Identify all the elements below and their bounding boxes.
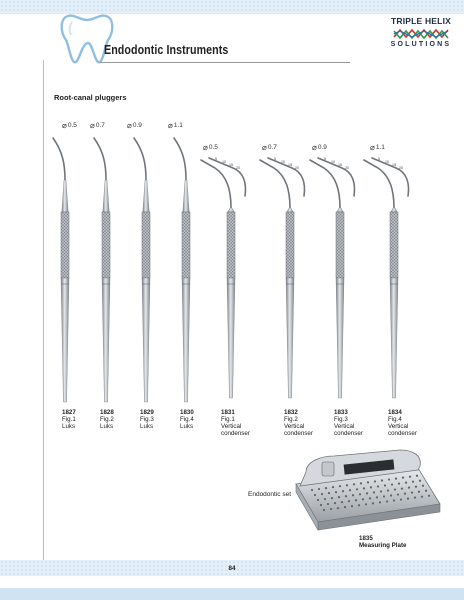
tray-hole [351,505,353,507]
tray-hole [367,481,369,483]
diameter-symbol: ⌀ [370,143,375,152]
instrument-neck [183,180,189,212]
diameter-symbol: ⌀ [262,143,267,152]
tray-hole [341,501,343,503]
graduation-mark: 10 [281,160,285,164]
tray-hole [386,500,388,502]
graduation-mark: 15 [338,163,342,167]
tray-hole [359,493,361,495]
diameter-symbol: ⌀ [62,121,67,130]
tray-hole [334,502,336,504]
figure-number: Fig.4 [388,416,402,423]
instrument-description: Luks [180,423,194,430]
size-label [62,121,77,130]
condenser-profile [268,158,305,196]
tray-hole [402,477,404,479]
tray-hole [404,493,406,495]
instrument-shaft [336,278,344,398]
knurled-handle [286,212,294,278]
tray-hole [416,475,418,477]
tray-hole [391,483,393,485]
tray-hole [366,492,368,494]
tray-hole [356,488,358,490]
instrument-1831 [201,157,246,398]
condenser-profile [318,158,355,196]
instrument-neck [337,208,343,212]
measuring-plate-label [359,535,406,549]
catalog-number: 1833 [334,409,348,416]
tray-hole [365,503,367,505]
graduation-mark: 20 [399,166,403,170]
catalog-number: 1830 [180,409,194,416]
size-value: 0.9 [317,144,327,151]
tray-hole [412,481,414,483]
instrument-label-1834 [388,409,417,437]
section-title: Root-canal pluggers [54,93,127,102]
tray-hole [348,500,350,502]
tray-hole [408,487,410,489]
tray-hole [314,494,316,496]
instrument-description: Luks [140,423,154,430]
diameter-symbol: ⌀ [312,143,317,152]
graduation-mark: 10 [331,160,335,164]
graduation-mark: 15 [288,163,292,167]
condenser-tip [364,160,394,208]
catalog-number: 1832 [284,409,298,416]
instrument-1828 [94,138,110,402]
tray-hole [349,489,351,491]
catalog-number: 1834 [388,409,402,416]
instrument-neck [103,180,109,212]
tray-hole [398,483,400,485]
size-value: 0.7 [95,122,105,129]
plugger-tip [53,138,65,180]
tray-hole [428,495,430,497]
instrument-description: Vertical [388,423,409,430]
tray-hole [330,508,332,510]
size-value: 0.7 [267,144,277,151]
tray-hole [339,485,341,487]
instrument-label-1828 [100,409,114,430]
graduation-mark: 5 [215,157,217,161]
instrument-neck [391,208,397,212]
diameter-symbol: ⌀ [203,143,208,152]
instrument-label-1832 [284,409,313,437]
instrument-neck [62,180,68,212]
tray-hole [419,480,421,482]
size-label [262,143,277,152]
figure-number: Fig.3 [140,416,154,423]
tray-hole [425,490,427,492]
graduation-mark: 5 [324,157,326,161]
instrument-1827 [53,138,69,402]
knurled-handle [142,212,150,278]
tray-hole [327,503,329,505]
instrument-label-1829 [140,409,154,430]
instrument-shaft [102,278,110,402]
tray-hole [421,496,423,498]
condenser-profile [372,158,409,196]
figure-number: Fig.2 [284,416,298,423]
tray-hole [372,502,374,504]
tray-hole [325,487,327,489]
tray-hole [317,499,319,501]
plugger-tip [94,138,106,180]
tray-hole [360,482,362,484]
tray-hole [369,497,371,499]
tray-hole [328,492,330,494]
tray-hole [335,491,337,493]
tray-hole [362,498,364,500]
tray-hole [346,484,348,486]
tray-hole [352,494,354,496]
tray-hole [418,491,420,493]
instrument-label-1831 [221,409,250,437]
tray-hole [400,498,402,500]
size-label [90,121,105,130]
instrument-1829 [134,138,150,402]
instrument-1830 [174,138,190,402]
catalog-number: 1828 [100,409,114,416]
graduation-mark: 10 [385,160,389,164]
instrument-neck [287,208,293,212]
measuring-plate-code: 1835 [359,535,373,542]
instrument-shaft [286,278,294,398]
endodontic-set-label: Endodontic set [248,491,292,498]
condenser-tip [201,160,231,208]
size-label [203,143,218,152]
tray-hole [374,480,376,482]
tray-hole [394,488,396,490]
tray-hole [384,484,386,486]
condenser-profile [209,158,246,196]
plugger-tip [134,138,146,180]
size-label [370,143,385,152]
brand-name-top: TRIPLE HELIX [390,16,452,26]
tray-hole [332,486,334,488]
tray-hole [380,490,382,492]
instrument-1832 [260,157,305,398]
graduation-mark: 5 [274,157,276,161]
size-value: 0.9 [132,122,142,129]
instrument-description: condenser [284,430,313,437]
catalog-number: 1829 [140,409,154,416]
instrument-description: Luks [100,423,114,430]
tray-hole [401,488,403,490]
tray-hole [321,493,323,495]
graduation-mark: 20 [236,166,240,170]
tray-hole [407,498,409,500]
instrument-description: condenser [334,430,363,437]
graduation-mark: 5 [378,157,380,161]
tray-hole [311,489,313,491]
tray-hole [415,486,417,488]
size-value: 0.5 [67,122,77,129]
figure-number: Fig.1 [62,416,76,423]
knurled-handle [336,212,344,278]
instrument-1834 [364,157,409,398]
tray-hole [379,501,381,503]
plugger-tip [174,138,186,180]
tray-hole [373,491,375,493]
instrument-description: Vertical [221,423,242,430]
graduation-mark: 15 [229,163,233,167]
size-label [127,121,142,130]
size-value: 1.1 [375,144,385,151]
instrument-shaft [182,278,190,402]
graduation-mark: 15 [392,163,396,167]
tray-hole [383,495,385,497]
knurled-handle [390,212,398,278]
knurled-handle [61,212,69,278]
tray-hole [353,483,355,485]
knurled-handle [182,212,190,278]
graduation-mark: 20 [295,166,299,170]
tray-hole [414,497,416,499]
instrument-shaft [390,278,398,398]
catalog-number: 1827 [62,409,76,416]
knurled-handle [102,212,110,278]
diameter-symbol: ⌀ [90,121,95,130]
tray-hole [324,498,326,500]
instrument-shaft [142,278,150,402]
tray-hole [405,482,407,484]
endodontic-set-image [296,450,440,530]
tray-hole [355,499,357,501]
tray-hole [381,479,383,481]
tray-hole [342,490,344,492]
tray-hole [376,496,378,498]
instrument-label-1830 [180,409,194,430]
graduation-mark: 10 [222,160,226,164]
tray-hole [338,496,340,498]
tray-hole [358,504,360,506]
instrument-shaft [227,278,235,398]
instrument-description: Vertical [284,423,305,430]
instrument-label-1833 [334,409,363,437]
instrument-neck [228,208,234,212]
size-label [168,121,183,130]
tray-hole [411,492,413,494]
tray-hole [388,478,390,480]
tray-hole [387,489,389,491]
tray-hole [363,487,365,489]
tray-hole [409,476,411,478]
catalog-number: 1831 [221,409,235,416]
measuring-plate-name: Measuring Plate [359,542,407,549]
page-title: Endodontic Instruments [104,42,229,57]
tray-hole [377,485,379,487]
size-value: 1.1 [173,122,183,129]
instrument-description: Vertical [334,423,355,430]
size-value: 0.5 [208,144,218,151]
tray-hole [390,494,392,496]
brand-name-bottom: SOLUTIONS [390,41,452,48]
instrument-neck [143,180,149,212]
tray-hole [397,493,399,495]
diameter-symbol: ⌀ [168,121,173,130]
instrument-description: condenser [388,430,417,437]
tray-hole [318,488,320,490]
figure-number: Fig.2 [100,416,114,423]
diameter-symbol: ⌀ [127,121,132,130]
tray-hole [422,485,424,487]
tray-hole [345,495,347,497]
tray-hole [331,497,333,499]
condenser-tip [260,160,290,208]
tray-hole [393,499,395,501]
condenser-tip [310,160,340,208]
tray-hole [337,507,339,509]
size-label [312,143,327,152]
tray-hole [344,506,346,508]
tray-hole [323,509,325,511]
page-number: 84 [228,565,236,572]
tray-hole [395,478,397,480]
figure-number: Fig.1 [221,416,235,423]
instrument-description: Luks [62,423,76,430]
knurled-handle [227,212,235,278]
bottom-band [0,588,464,600]
instrument-description: condenser [221,430,250,437]
figure-number: Fig.3 [334,416,348,423]
instrument-1833 [310,157,355,398]
tray-hole [370,486,372,488]
graduation-mark: 20 [345,166,349,170]
instrument-shaft [61,278,69,402]
instrument-label-1827 [62,409,76,430]
tray-hole [320,504,322,506]
figure-number: Fig.4 [180,416,194,423]
